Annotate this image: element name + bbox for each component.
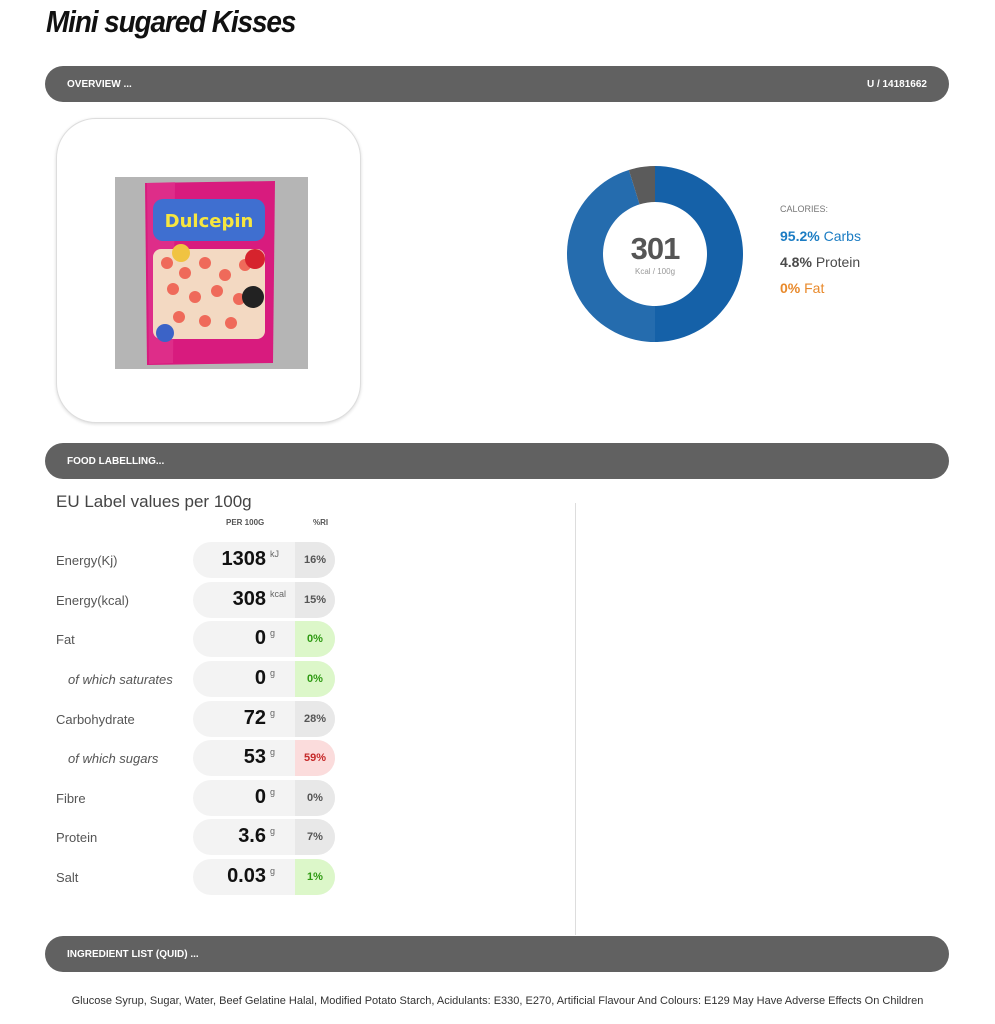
column-divider	[575, 503, 576, 935]
nutrient-ri: 16%	[295, 542, 335, 578]
ingredient-list-bar[interactable]	[45, 936, 949, 972]
nutrient-name: Salt	[56, 870, 79, 885]
nutrient-ri: 0%	[295, 661, 335, 697]
nutrition-row-energy-kcal	[56, 582, 336, 618]
nutrient-value-pill	[193, 780, 335, 816]
nutrient-unit: g	[270, 628, 276, 638]
nutrient-unit: g	[270, 787, 276, 797]
nutrient-unit: kJ	[270, 549, 279, 559]
product-image-card[interactable]	[56, 118, 361, 423]
fat-name: Fat	[804, 280, 825, 296]
donut-shading	[567, 166, 655, 342]
nutrient-ri: 28%	[295, 701, 335, 737]
nutrient-ri: 15%	[295, 582, 335, 618]
nutrient-value: 0.03	[227, 865, 266, 887]
nutrient-value: 53	[243, 746, 266, 768]
nutrition-row-salt	[56, 859, 336, 895]
nutrition-row-energy-kj	[56, 542, 336, 578]
nutrient-value: 0	[254, 667, 266, 689]
ingredients-text: Glucose Syrup, Sugar, Water, Beef Gelatine Halal, Modified Potato Starch, Acidulants: E330, E270, Artificial Flavour And Colours: E129 May Have Adverse Effects On Children	[71, 995, 924, 1007]
nutrient-ri: 0%	[295, 780, 335, 816]
carbs-name: Carbs	[823, 228, 861, 244]
overview-bar[interactable]	[45, 66, 949, 102]
nutrition-row-protein	[56, 819, 336, 855]
nutrient-value-pill	[193, 621, 335, 657]
nutrient-name: Energy(Kj)	[56, 553, 118, 568]
nutrient-name: Energy(kcal)	[56, 593, 129, 608]
calories-unit: Kcal / 100g	[634, 266, 676, 276]
nutrient-unit: g	[270, 668, 276, 678]
nutrient-name: Protein	[56, 830, 98, 845]
nutrient-value: 72	[243, 707, 266, 729]
nutrient-name: of which saturates	[68, 672, 173, 687]
overview-label: OVERVIEW ...	[67, 78, 132, 90]
nutrient-value-pill	[193, 661, 335, 697]
fat-pct: 0%	[780, 280, 801, 296]
nutrient-name: Fat	[56, 632, 75, 647]
calories-legend	[780, 204, 861, 301]
nutrient-ri: 0%	[295, 621, 335, 657]
col-header-ri: %RI	[313, 518, 329, 527]
carbs-pct: 95.2%	[780, 228, 820, 244]
protein-pct: 4.8%	[780, 254, 812, 270]
nutrient-unit: g	[270, 747, 276, 757]
calories-donut-chart	[566, 165, 744, 343]
nutrient-value-pill	[193, 859, 335, 895]
nutrition-row-sugars	[56, 740, 336, 776]
page-title: Mini sugared Kisses	[46, 4, 296, 39]
nutrient-name: of which sugars	[68, 751, 159, 766]
nutrient-value-pill	[193, 582, 335, 618]
nutrient-value-pill	[193, 701, 335, 737]
food-labelling-bar[interactable]	[45, 443, 949, 479]
product-image	[115, 177, 308, 369]
nutrient-unit: g	[270, 826, 276, 836]
food-labelling-label: FOOD LABELLING...	[67, 455, 165, 467]
nutrient-ri: 59%	[295, 740, 335, 776]
nutrient-value-pill	[193, 542, 335, 578]
nutrient-unit: g	[270, 708, 276, 718]
nutrient-value: 1308	[221, 548, 266, 570]
nutrient-name: Carbohydrate	[56, 712, 135, 727]
nutrient-value-pill	[193, 740, 335, 776]
legend-protein	[780, 249, 861, 275]
nutrient-value: 308	[232, 588, 266, 610]
legend-fat	[780, 275, 861, 301]
nutrient-ri: 1%	[295, 859, 335, 895]
nutrition-row-fat	[56, 621, 336, 657]
ingredient-list-label: INGREDIENT LIST (QUID) ...	[67, 948, 199, 960]
nutrient-value-pill	[193, 819, 335, 855]
nutrition-row-fibre	[56, 780, 336, 816]
nutrient-value: 0	[254, 786, 266, 808]
product-code: U / 14181662	[866, 78, 927, 90]
nutrient-ri: 7%	[295, 819, 335, 855]
nutrient-unit: kcal	[270, 589, 287, 599]
protein-name: Protein	[815, 254, 861, 270]
nutrient-value: 3.6	[238, 825, 266, 847]
nutrient-value: 0	[254, 627, 266, 649]
eu-label-title: EU Label values per 100g	[56, 492, 252, 511]
calories-value: 301	[630, 230, 680, 266]
col-header-per100g: PER 100G	[226, 518, 265, 527]
calories-label: CALORIES:	[780, 204, 829, 214]
legend-carbs	[780, 223, 861, 249]
nutrient-unit: g	[270, 866, 276, 876]
nutrition-row-saturates	[56, 661, 336, 697]
brand-text: Dulcepin	[164, 211, 254, 232]
nutrient-name: Fibre	[56, 791, 86, 806]
nutrition-row-carbohydrate	[56, 701, 336, 737]
